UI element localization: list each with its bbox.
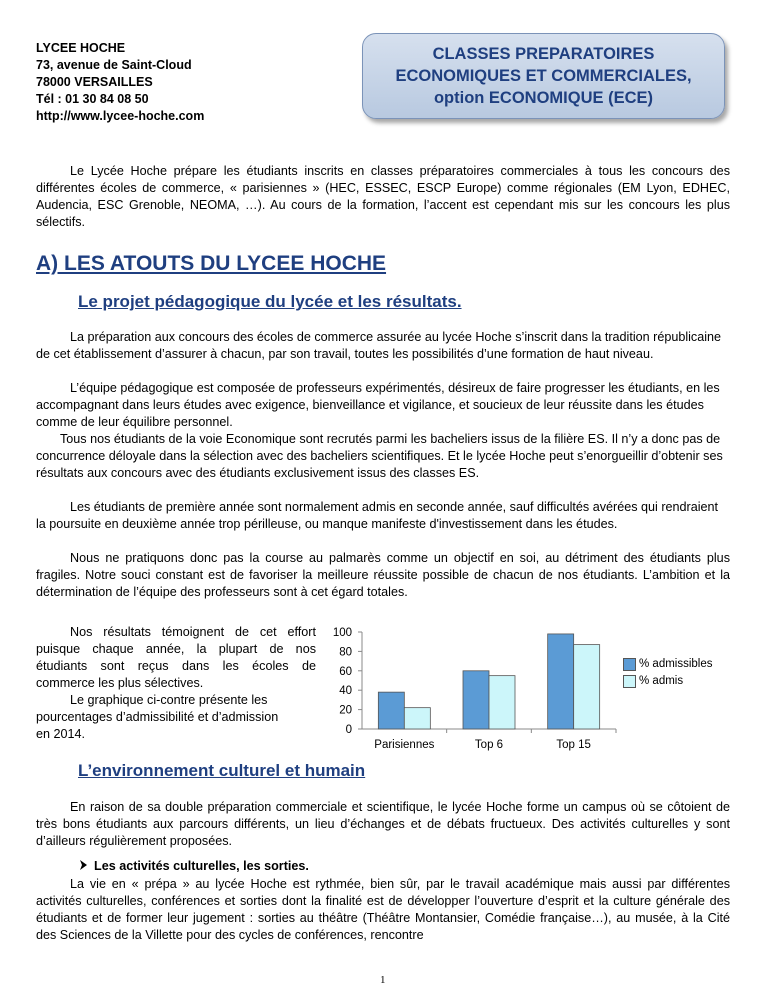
subsection-heading: L’environnement culturel et humain — [78, 761, 366, 780]
bar-admis — [489, 676, 515, 729]
x-tick-label: Parisiennes — [374, 739, 435, 751]
subsection-heading: Le projet pédagogique du lycée et les résultats. — [78, 292, 462, 311]
bar-admis — [404, 708, 430, 729]
chart-legend — [623, 656, 713, 690]
paragraph: Nous ne pratiquons donc pas la course au palmarès comme un objectif en soi, au détriment des étudiants plus fragiles. Notre souci constant est de favoriser la meilleure réussite possible de chacun de nos étudiants. L’ambition et la détermination de l’équipe des professeurs sont à cet égard totales. — [36, 551, 730, 599]
title-line: CLASSES PREPARATOIRES — [432, 45, 655, 63]
paragraph: La préparation aux concours des écoles de commerce assurée au lycée Hoche s’inscrit dans la tradition républicaine de cet établissement d’assurer à chacun, par son travail, toutes les possibilités d’une formation de haut niveau. — [36, 330, 722, 361]
school-address — [36, 40, 204, 125]
results-bar-chart — [330, 622, 620, 757]
x-tick-label: Top 15 — [556, 739, 591, 751]
y-tick-label: 80 — [339, 646, 352, 659]
y-tick-label: 0 — [345, 724, 352, 736]
legend-swatch — [623, 675, 636, 688]
address-line: LYCEE HOCHE — [36, 41, 126, 55]
page-number: 1 — [380, 974, 386, 986]
paragraph: Les étudiants de première année sont normalement admis en seconde année, sauf difficultés avérées qui rendraient la poursuite en deuxième année trop périlleuse, ou manque manifeste d'investissement dans les études. — [36, 500, 719, 531]
website-link[interactable]: http://www.lycee-hoche.com — [36, 109, 205, 123]
bar-admissibles — [463, 671, 489, 729]
paragraph: La vie en « prépa » au lycée Hoche est rythmée, bien sûr, par le travail académique mais aussi par différentes activités culturelles, conférences et sorties dont la finalité est de développer l’ouverture d’esprit et la culture générale des étudiants et de former leur jugement : sorties au théâtre (Théâtre Montansier, Comédie française…), au musée, à la Cité des Sciences de la Villette pour des cycles de conférences, rencontre — [36, 877, 730, 942]
title-box — [362, 33, 725, 119]
address-line: Tél : 01 30 84 08 50 — [36, 92, 149, 106]
address-line: 78000 VERSAILLES — [36, 75, 153, 89]
arrow-right-icon — [79, 859, 88, 873]
chart-bars — [378, 634, 599, 729]
legend-label: % admissibles — [639, 658, 713, 670]
paragraph: Le graphique ci-contre présente les pourcentages d’admissibilité et d’admission en 2014. — [36, 693, 279, 741]
y-tick-label: 60 — [339, 665, 352, 678]
section-heading: A) LES ATOUTS DU LYCEE HOCHE — [36, 252, 387, 275]
bar-admissibles — [548, 634, 574, 729]
bullet-label: Les activités culturelles, les sorties. — [94, 859, 309, 873]
address-line: 73, avenue de Saint-Cloud — [36, 58, 192, 72]
paragraph: Tous nos étudiants de la voie Economique sont recrutés parmi les bacheliers issus de la filière ES. Il n’y a donc pas de concurrence déloyale dans la sélection avec des bacheliers scientifiques. Et le lycée Hoche peut s’enorgueillir d’obtenir ses résultats aux concours avec des étudiants exclusivement issus des classes ES. — [36, 432, 723, 480]
y-tick-label: 100 — [332, 627, 352, 639]
title-line: ECONOMIQUES ET COMMERCIALES, — [395, 67, 692, 85]
paragraph: Nos résultats témoignent de cet effort puisque chaque année, la plupart de nos étudiants sont reçus dans les écoles de commerce les plus sélectives. — [36, 625, 316, 690]
x-tick-label: Top 6 — [474, 739, 504, 751]
intro-paragraph: Le Lycée Hoche prépare les étudiants inscrits en classes préparatoires commerciales à tous les concours des différentes écoles de commerce, « parisiennes » (HEC, ESSEC, ESCP Europe) comme régionales (EM Lyon, EDHEC, Audencia, ESC Grenoble, NEOMA, …). Au cours de la formation, l’accent est cependant mis sur les concours les plus sélectifs. — [36, 164, 730, 229]
y-tick-label: 20 — [339, 704, 352, 717]
legend-swatch — [623, 658, 636, 671]
bar-admissibles — [378, 692, 404, 729]
bullet-item — [79, 859, 309, 873]
legend-item — [623, 673, 713, 690]
bar-admis — [574, 645, 600, 729]
y-tick-label: 40 — [339, 685, 352, 698]
legend-item — [623, 656, 713, 673]
paragraph: L’équipe pédagogique est composée de professeurs expérimentés, désireux de faire progresser les étudiants, en les accompagnant dans leurs études avec exigence, bienveillance et vigilance, et soucieux de leur réussite dans les études comme de leur équilibre personnel. — [36, 381, 720, 429]
legend-label: % admis — [639, 675, 684, 687]
title-line: option ECONOMIQUE (ECE) — [433, 89, 654, 107]
paragraph: En raison de sa double préparation commerciale et scientifique, le lycée Hoche forme un campus où se côtoient de très bons étudiants aux parcours différents, un lieu d’échanges et de débats fructueux. Des activités culturelles y sont d’ailleurs régulièrement proposées. — [36, 800, 730, 848]
